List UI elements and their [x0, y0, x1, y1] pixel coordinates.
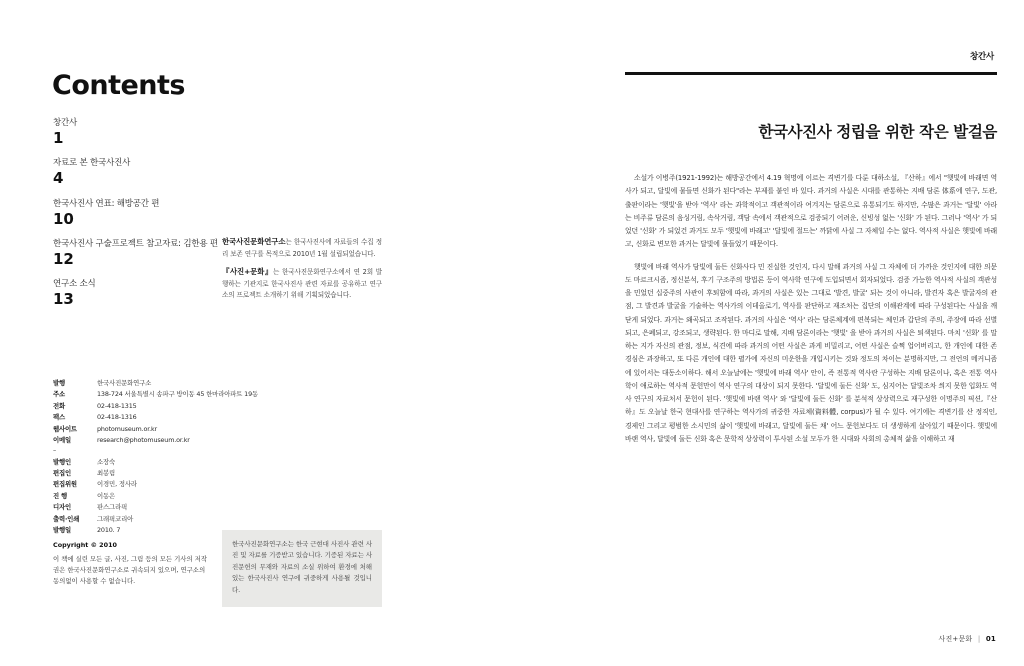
pubinfo-key: 발행일 — [53, 525, 71, 534]
article-paragraph: 햇빛에 바래 역사가 담빛에 둘든 신화사다 민 진실한 것인지, 다시 말해 과거의 사실 그 자체에 더 가까운 것인지에 대한 의문도 마르크시즘, 정신분석, 후기 구조주의 방법론 등이 역사학 연구에 도입되면서 회자되었다. 검증 가능한 역사적 사실의 객관성을 민었던 십중주의 사관이 후퇴함에 따라, 과거의 사실은 있는 그대로 '발견, 발굴' 되는 것이 아니라, 발견자 혹은 발굴자의 관점, 그 발견과 발굴을 기술하는 역사가의 이데올로기, 역사를 판단하고 재조처는 집단의 이해관계에 따라 구성된다는 사실을 깨닫게 되었다. 과거는 왜곡되고 조작된다. 과거의 사실은 '역사' 라는 담론체계에 편복되는 체인과 갑단의 주의, 주장에 따라 선별되고, 은폐되고, 강조되고, 생략된다. 한 마디로 말해, 지배 담론이라는 '햇빛' 을 받아 과거의 사실은 퇴색된다. 마치 '신화' 를 말하는 지가 자신의 관점, 정보, 식견에 따라 과거의 어떤 사실은 과게 비밀리고, 어떤 사실은 슬쩍 업어버리고, 한 개인에 대한 존경심은 과장하고, 또 다른 개인에 대한 펼가에 자신의 미운한을 개입시키는 것와 정도의 차이는 분명하지만, 그 전언의 메커니즘에 있어서는 대동소이하다. 해서 오늘날에는 '햇빛에 바래 역사' 안이, 즉 전통적 역사란 구성하는 지배 담론이나, 혹은 전통 역사학이 애로하는 역사적 문헌만이 역사 연구의 대상이 되지 못한다. '달빛에 둘든 신화' 도, 심지어는 달빛조차 씌지 못한 입화도 역사 연구의 자료처서 문헌이 된다. '햇빛에 바랜 역사' 와 '달빛에 둘든 신화' 를 분석적 상상력으로 재구성한 이명주의 픽션,『산하』도 오늘날 한국 현대사를 연구하는 역사가의 귀중한 자료체(資料體, corpus)가 될 수 있다. 여기에는 격변기를 산 정직인, 경제인 그리고 평범한 소시민의 삶이 '햇빛에 바래고, 달빛에 둘든 채' 어느 문헌보다도 더 생생하게 살아있기 때문이다. 햇빛에 바랜 역사, 달빛에 둘든 신화 혹은 문학적 상상력이 투사된 소설 모두가 한 시대와 사회의 총체적 삶을 이해하고 재 — [625, 262, 997, 443]
toc-page-number: 4 — [53, 169, 64, 188]
pubinfo-row — [53, 514, 293, 524]
toc-page-number: 10 — [53, 209, 74, 228]
pubinfo-key: 발행인 — [53, 457, 71, 466]
pubinfo-value: 이경민, 정사라 — [97, 480, 137, 489]
page-title: Contents — [52, 70, 186, 101]
pubinfo-value: 소장숙 — [97, 457, 116, 466]
pubinfo-row — [53, 502, 293, 512]
pubinfo-value-email[interactable]: research@photomuseum.or.kr — [97, 435, 190, 444]
pubinfo-value: 이동은 — [97, 491, 116, 500]
pubinfo-key: 이메일 — [53, 435, 71, 444]
institute-paragraph-1-rest: 는 한국사진사에 자료들의 수집 정리 보존 연구를 목적으로 2010년 1월 설립되었습니다. — [222, 238, 382, 258]
pubinfo-row — [53, 435, 293, 445]
institute-paragraph-1 — [222, 236, 382, 260]
pubinfo-value: 판스그라픽 — [97, 503, 128, 512]
page-footer — [938, 634, 996, 644]
pubinfo-key: 편집인 — [53, 469, 71, 478]
pubinfo-value: 한국사진문화연구소 — [97, 379, 152, 387]
pubinfo-row — [53, 491, 293, 501]
toc-page-number: 13 — [53, 290, 74, 309]
pubinfo-value-website[interactable]: photomuseum.or.kr — [97, 424, 158, 433]
toc-page-number: 1 — [53, 129, 64, 148]
pubinfo-key: 발행 — [53, 379, 65, 387]
list-item — [53, 158, 273, 187]
pubinfo-value: 그래픽코리아 — [97, 514, 134, 523]
institute-paragraph-2-rest: 는 한국사진문화연구소에서 연 2회 발행하는 기관지로 한국사진사 관련 자료를 공유하고 연구소의 프로젝트 소개하기 위해 기획되었습니다. — [222, 268, 382, 300]
pubinfo-value: 최봉림 — [97, 469, 116, 478]
pubinfo-value: 02-418-1316 — [97, 413, 137, 422]
donation-note-box: 한국사진문화연구소는 한국 근현대 사진사 관련 사진 및 자료를 기증받고 있습니다. 기증된 자료는 사진문헌의 무재와 자료의 소실 위하여 환경에 처해있는 한국사진사 연구에 귀중하게 사용될 것입니다. — [222, 530, 382, 607]
copyright-block — [53, 540, 213, 587]
institute-description — [222, 236, 382, 307]
toc-label: 한국사진사 구술프로젝트 참고자료: 김한용 편 — [53, 238, 218, 249]
toc-label: 연구소 소식 — [53, 279, 96, 290]
pubinfo-key: 출력·인쇄 — [53, 514, 80, 523]
pubinfo-key: 진 행 — [53, 491, 67, 500]
pubinfo-row — [53, 479, 293, 489]
pubinfo-row — [53, 412, 293, 422]
footer-separator: | — [977, 635, 981, 643]
pubinfo-key: 디자인 — [53, 503, 71, 512]
pubinfo-key: 편집위원 — [53, 480, 77, 489]
pubinfo-key: 팩스 — [53, 413, 65, 422]
footer-label: 사진+문화 — [938, 635, 973, 643]
pubinfo-row — [53, 389, 293, 399]
copyright-text: 이 책에 실린 모든 글, 사진, 그림 등의 모든 기사의 저작권은 한국사진문화연구소로 귀속되지 있으며, 연구소의 동의없이 사용할 수 없습니다. — [53, 555, 208, 586]
article-title: 한국사진사 정립을 위한 작은 발걸음 — [758, 123, 997, 141]
list-item — [53, 118, 273, 147]
toc-page-number: 12 — [53, 249, 74, 268]
pubinfo-row — [53, 457, 293, 467]
toc-label: 창간사 — [53, 118, 78, 128]
article-body — [625, 172, 997, 455]
right-page — [600, 0, 1024, 666]
pubinfo-value: 02-418-1315 — [97, 401, 137, 410]
pubinfo-key: 웹사이트 — [53, 424, 77, 433]
journal-name: 『사진+문화』 — [222, 267, 273, 277]
pubinfo-row — [53, 401, 293, 411]
pubinfo-key: 주소 — [53, 390, 65, 399]
divider-dash: – — [53, 446, 57, 455]
toc-label: 한국사진사 연표: 해방공간 편 — [53, 198, 160, 209]
pubinfo-value: 138-724 서울특별시 송파구 방이동 45 한마라아파트 19동 — [97, 390, 259, 399]
footer-page-number: 01 — [985, 635, 996, 643]
header-rule — [625, 72, 997, 75]
pubinfo-row — [53, 378, 293, 388]
pubinfo-value: 2010. 7 — [97, 525, 121, 534]
institute-paragraph-2 — [222, 266, 382, 301]
publication-info — [53, 378, 293, 536]
institute-name: 한국사진문화연구소 — [222, 237, 286, 246]
pubinfo-row — [53, 424, 293, 434]
pubinfo-row — [53, 468, 293, 478]
toc-label: 자료로 본 한국사진사 — [53, 158, 131, 169]
copyright-title: Copyright © 2010 — [53, 541, 117, 549]
section-header: 창간사 — [969, 52, 994, 62]
article-paragraph: 소설가 이병주(1921-1992)는 해방공간에서 4.19 혁명에 이르는 격변기를 다룬 대하소설, 『산하』에서 "햇빛에 바래면 역사가 되고, 달빛에 물들면 신화가 된다"라는 부제를 붙인 바 있다. 과거의 사실은 시대를 관통하는 지배 담론 体系에 연구, 도관, 출판이라는 '햇빛'을 받아 '역사' 라는 과학적이고 객관적이라 여겨지는 담론으로 유통되기도 하지만, 수많은 과거는 '달빛' 아라는 비주류 담론의 음싱거림, 속삭거림, 객담 속에서 객관적으로 검증되기 어려운, 신빙성 없는 '신화' 가 된다. 그러나 '역사' 가 되었던 '신화' 가 되었건 과거도 모두 '햇빛에 바래고' '달빛에 절드는' 까닭에 사실 그 자체일 수는 없다. 역사적 사실은 햇빛에 바래고, 신화로 변모한 과거는 달빛에 물들었기 때문이다. — [625, 174, 997, 249]
pubinfo-key: 전화 — [53, 401, 65, 410]
list-item — [53, 199, 273, 228]
